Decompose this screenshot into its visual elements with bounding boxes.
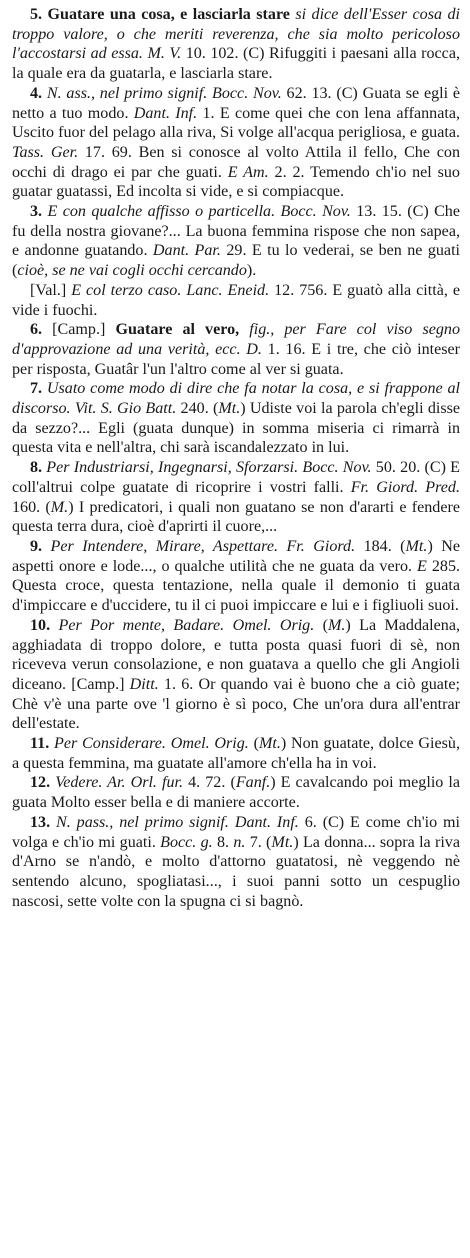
text-run-roman: ). [246, 262, 257, 280]
entry-10 [12, 616, 460, 734]
text-run-roman: 6. (C) E come ch'io mi volga e ch'io mi guati. [12, 813, 461, 851]
text-run-italic: Fr. Giord. Pred. [350, 478, 460, 496]
text-run-italic: fig., per Fare col viso segno d'approvazione ad una verità, ecc. D. [12, 321, 460, 358]
text-run-roman: 184. ( [363, 537, 406, 555]
text-run-italic: N. pass., nel primo signif. Dant. Inf. [56, 813, 305, 831]
text-run-italic: Fanf. [235, 774, 271, 792]
text-run-italic: Mt. [271, 833, 294, 851]
entry-13 [12, 813, 460, 912]
entry-4 [12, 84, 460, 202]
text-run-roman: 2. 2. Temendo ch'io nel suo guatar guatassi, Ed incolta si vide, e si compiacque. [12, 163, 460, 201]
text-run-bold: Guatare al vero, [115, 321, 250, 339]
text-run-roman: ( [322, 616, 328, 634]
entry-7 [12, 379, 460, 458]
entry-11 [12, 734, 460, 773]
text-run-roman: [Camp.] [52, 321, 116, 339]
entry-9 [12, 537, 460, 616]
text-run-roman: ) E cavalcando poi meglio la guata Molto esser bella e di maniere accorte. [12, 774, 461, 812]
text-run-italic: M. [50, 498, 69, 516]
text-run-italic: Vedere. Ar. Orl. fur. [55, 774, 189, 792]
text-run-bold: 5. Guatare una cosa, e lasciarla stare [30, 6, 296, 23]
text-run-italic: Dant. Par. [152, 242, 227, 260]
text-run-roman: 1. 16. E i tre, che ciò inteser per risposta, Guatâr l'un l'altro come al ver si guata. [12, 340, 460, 378]
text-run-italic: M. [327, 616, 346, 634]
text-run-italic: n. [233, 833, 250, 851]
text-run-bold: 3. [30, 203, 48, 221]
text-run-roman: ) La Maddalena, agghiadata di troppo dolore, e tutta posta quasi fuori di sè, non riceveva verun consolazione, e non guatava a quello che gli Angioli diceano. [Camp.] [12, 616, 460, 693]
text-run-roman: 17. 69. Ben si conosce al volto Attila il fello, Che con occhi di drago ei par che guati. [12, 143, 460, 181]
text-run-italic: Usato come modo di dire che fa notar la cosa, e si frappone al discorso. Vit. S. Gio Batt. [12, 380, 460, 418]
text-run-italic: Mt. [258, 735, 281, 753]
text-run-italic: Ditt. [129, 675, 164, 693]
text-run-roman: [Val.] [30, 281, 72, 299]
text-run-italic: E con qualche affisso o particella. Bocc. Nov. [47, 203, 357, 221]
text-run-italic: Bocc. g. [160, 833, 217, 851]
text-run-roman: ( [253, 735, 259, 753]
text-run-bold: 13. [30, 813, 57, 831]
text-run-bold: 6. [30, 321, 53, 339]
text-run-bold: 8. [30, 459, 47, 477]
text-run-bold: 4. [30, 84, 47, 102]
text-run-italic: Per Industriarsi, Ingegnarsi, Sforzarsi. Bocc. Nov. [46, 459, 376, 477]
text-run-bold: 7. [30, 380, 47, 398]
text-run-roman: 4. 72. ( [188, 774, 236, 792]
text-run-roman: 7. ( [249, 833, 272, 851]
entry-5 [12, 5, 460, 84]
text-run-italic: Per Considerare. Omel. Orig. [54, 735, 254, 753]
text-run-bold: 12. [30, 774, 56, 792]
text-run-italic: Mt. [218, 400, 241, 418]
text-run-roman: 62. 13. (C) Guata se egli è netto a tuo modo. [12, 84, 461, 122]
text-run-italic: si dice dell'Esser cosa di troppo valore, o che meriti reverenza, che sia molto pericoloso l'accostarsi ad essa. M. V. [12, 6, 460, 63]
text-run-roman: 8. [216, 833, 234, 851]
text-run-italic: Per Intendere, Mirare, Aspettare. Fr. Giord. [50, 537, 364, 555]
text-run-italic: Tass. Ger. [12, 143, 85, 161]
text-run-italic: cioè, se ne vai cogli occhi cercando [17, 262, 247, 280]
text-run-roman: 12. 756. E guatò alla città, e vide i fuochi. [12, 281, 461, 319]
text-run-italic: N. ass., nel primo signif. Bocc. Nov. [46, 84, 287, 102]
text-run-italic: Per Por mente, Badare. Omel. Orig. [58, 616, 323, 634]
text-run-roman: 29. E tu lo vederai, se ben ne guati ( [12, 242, 461, 280]
text-run-roman: 13. 15. (C) Che fu della nostra giovane?... La buona femmina rispose che non sapea, e andonne guatando. [12, 203, 460, 260]
entry-6 [12, 320, 460, 379]
text-run-italic: Mt. [405, 537, 428, 555]
text-run-roman: 1. E come quei che con lena affannata, Uscito fuor del pelago alla riva, Si volge all'acqua perigliosa, e guata. [12, 104, 460, 142]
entry-val [12, 281, 460, 320]
text-run-roman: 240. ( [180, 400, 219, 418]
text-run-roman: 160. ( [12, 498, 51, 516]
text-run-roman: ) Udiste voi la parola ch'egli disse da sezzo?... Egli (guata dunque) in somma miseria ci rimarrà in questa vita e nell'altra, chi sarà iscandalezzato in lui. [12, 400, 461, 457]
text-run-bold: 9. [30, 537, 51, 555]
text-run-roman: ) La donna... sopra la riva d'Arno se n'andò, e molto d'attorno guatatosi, nè veggendo nè sentendo alcuno, spogliatasi..., i suoi panni sotto un cespuglio nascosi, sette volte con la spugna ci si bagnò. [12, 833, 460, 910]
text-run-roman: ) I predicatori, i quali non guatano se non d'ararti e fendere questa terra dura, cioè d'aprirti il cuore,... [12, 498, 460, 536]
text-run-bold: 10. [30, 616, 59, 634]
entry-8 [12, 458, 460, 537]
entry-12 [12, 773, 460, 812]
text-run-roman: 1. 6. Or quando vai è buono che a ciò guate; Chè v'è una parte ove 'l giorno è sì poco, Che un'ora dura all'entrar dell'estate. [12, 675, 461, 733]
text-run-roman: 50. 20. (C) E coll'altrui colpe guatate di ricoprire i vostri falli. [12, 459, 460, 496]
text-run-roman: ) Ne aspetti onore e lode..., o qualche utilità che ne guata da vero. [12, 537, 461, 575]
text-run-italic: E [417, 557, 432, 575]
text-run-roman: ) Non guatate, dolce Giesù, a questa femmina, ma guatate all'amore ch'ella ha in voi. [12, 735, 460, 772]
text-run-bold: 11. [30, 735, 55, 753]
text-run-italic: E col terzo caso. Lanc. Eneid. [71, 281, 275, 299]
text-run-italic: E Am. [227, 163, 275, 181]
text-run-roman: 10. 102. (C) Rifuggiti i paesani alla rocca, la quale era da guatarla, e lasciarla stare. [12, 45, 460, 83]
text-run-roman: 285. Questa croce, questa tentazione, nella quale il demonio ti guata d'impiccare e d'uccidere, tu il ci puoi impiccare e lui e i figliuoli suoi. [12, 557, 461, 615]
entry-3 [12, 202, 460, 281]
text-run-italic: Dant. Inf. [133, 104, 203, 122]
